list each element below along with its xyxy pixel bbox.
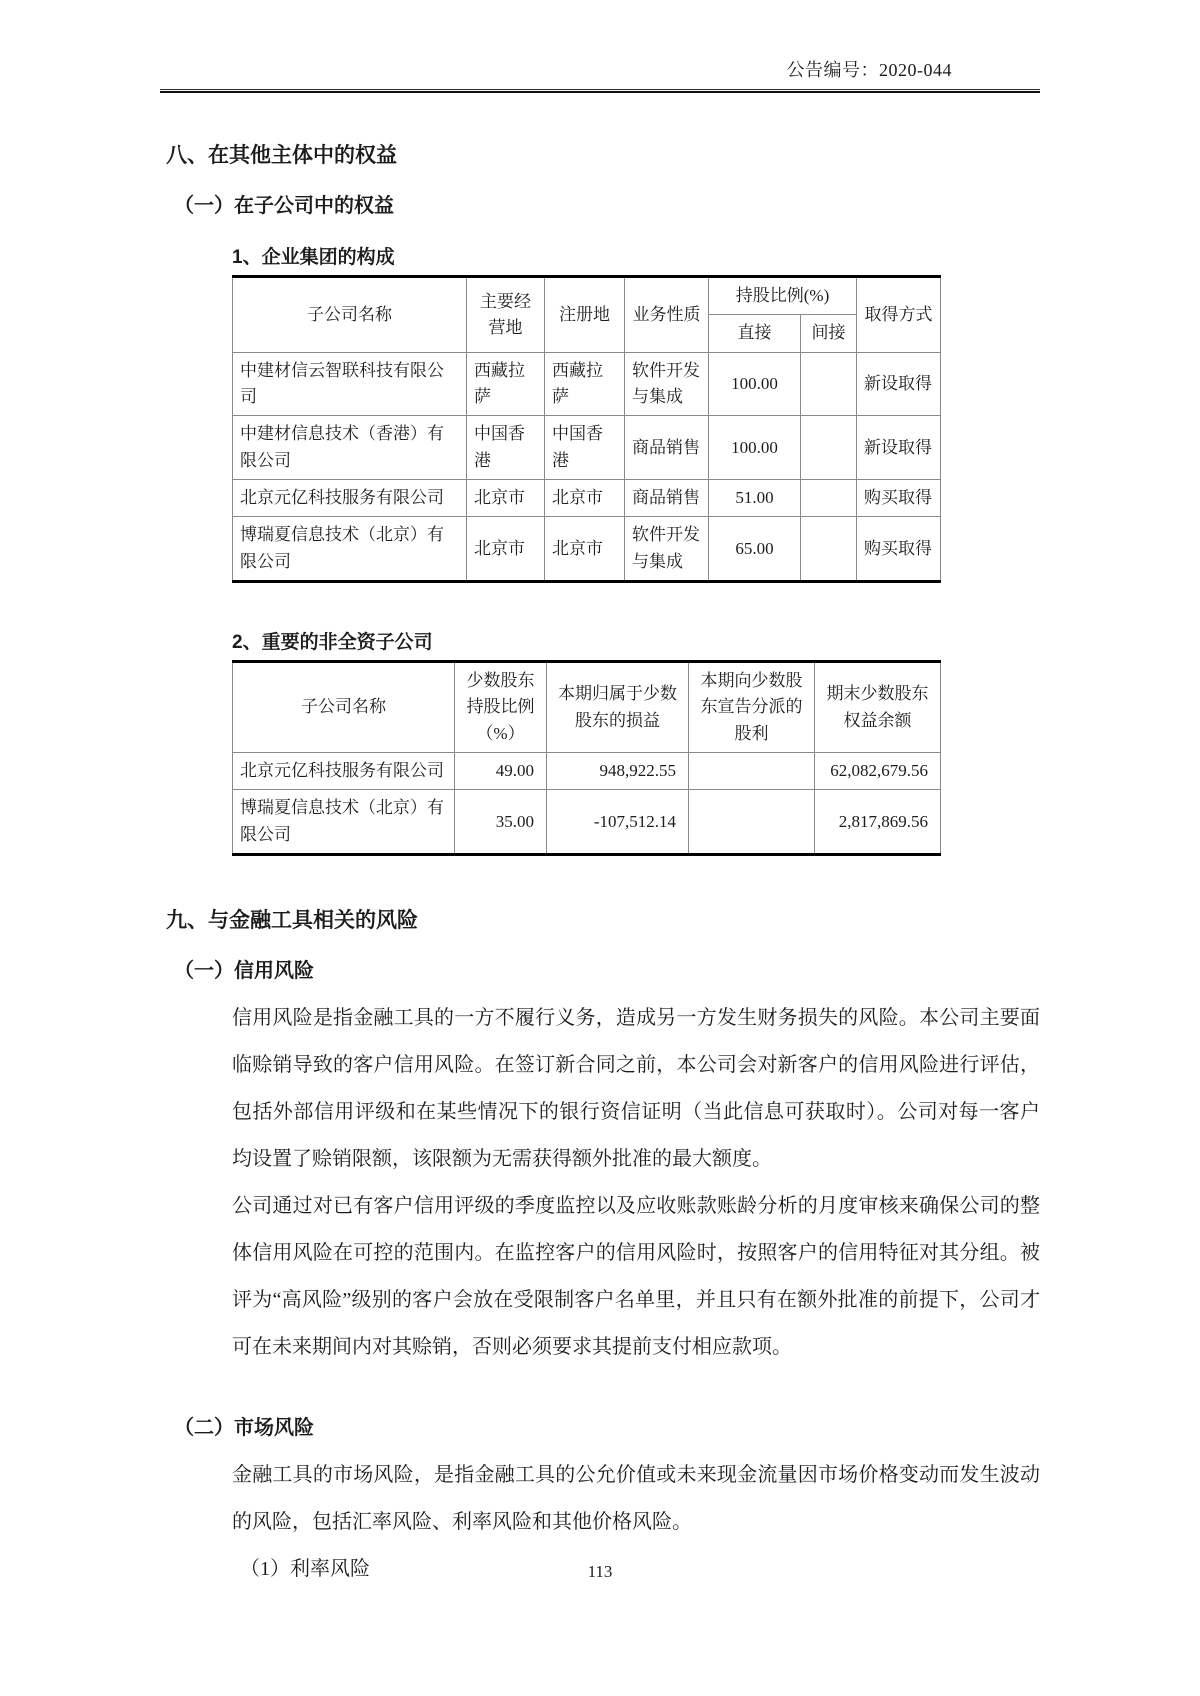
announcement-number: 公告编号：2020-044 (786, 60, 952, 80)
cell-direct: 100.00 (709, 352, 801, 416)
cell-name: 北京元亿科技服务有限公司 (233, 753, 455, 790)
cell-name: 博瑞夏信息技术（北京）有限公司 (233, 517, 467, 582)
column-header-business: 业务性质 (625, 277, 709, 353)
cell-acquisition: 新设取得 (857, 416, 941, 480)
header-divider (160, 89, 1040, 93)
cell-name: 博瑞夏信息技术（北京）有限公司 (233, 790, 455, 855)
cell-main-place: 北京市 (467, 480, 545, 517)
cell-dividend (689, 753, 815, 790)
cell-minority-equity: 2,817,869.56 (815, 790, 941, 855)
cell-main-place: 北京市 (467, 517, 545, 582)
cell-name: 北京元亿科技服务有限公司 (233, 480, 467, 517)
table2-title: 2、重要的非全资子公司 (232, 632, 433, 654)
cell-acquisition: 新设取得 (857, 352, 941, 416)
cell-direct: 51.00 (709, 480, 801, 517)
cell-minority-profit: -107,512.14 (547, 790, 689, 855)
column-header-minority-profit: 本期归属于少数股东的损益 (547, 662, 689, 753)
column-header-main-place: 主要经营地 (467, 277, 545, 353)
table-header-row (233, 662, 941, 753)
cell-direct: 100.00 (709, 416, 801, 480)
column-header-name: 子公司名称 (233, 662, 455, 753)
table-row (233, 753, 941, 790)
column-header-acquisition: 取得方式 (857, 277, 941, 353)
section8-title: 八、在其他主体中的权益 (166, 144, 397, 167)
table-header-row (233, 277, 941, 315)
cell-indirect (801, 517, 857, 582)
cell-business: 商品销售 (625, 416, 709, 480)
cell-dividend (689, 790, 815, 855)
table-row (233, 352, 941, 416)
cell-name: 中建材信云智联科技有限公司 (233, 352, 467, 416)
table-row (233, 790, 941, 855)
cell-registered-place: 北京市 (545, 480, 625, 517)
column-header-minority-equity: 期末少数股东权益余额 (815, 662, 941, 753)
cell-indirect (801, 352, 857, 416)
column-header-registered-place: 注册地 (545, 277, 625, 353)
table-row (233, 517, 941, 582)
column-header-shareholding: 持股比例(%) (709, 277, 857, 315)
cell-business: 软件开发与集成 (625, 517, 709, 582)
column-header-direct: 直接 (709, 315, 801, 352)
cell-indirect (801, 416, 857, 480)
cell-main-place: 西藏拉萨 (467, 352, 545, 416)
page-number: 113 (587, 1562, 613, 1581)
cell-name: 中建材信息技术（香港）有限公司 (233, 416, 467, 480)
cell-business: 商品销售 (625, 480, 709, 517)
column-header-dividend: 本期向少数股东宣告分派的股利 (689, 662, 815, 753)
cell-acquisition: 购买取得 (857, 517, 941, 582)
cell-registered-place: 北京市 (545, 517, 625, 582)
cell-business: 软件开发与集成 (625, 352, 709, 416)
cell-minority-equity: 62,082,679.56 (815, 753, 941, 790)
column-header-name: 子公司名称 (233, 277, 467, 353)
cell-minority-ratio: 35.00 (455, 790, 547, 855)
cell-indirect (801, 480, 857, 517)
credit-risk-paragraph-1: 信用风险是指金融工具的一方不履行义务，造成另一方发生财务损失的风险。本公司主要面临赊销导致的客户信用风险。在签订新合同之前，本公司会对新客户的信用风险进行评估，包括外部信用评级和在某些情况下的银行资信证明（当此信息可获取时）。公司对每一客户均设置了赊销限额，该限额为无需获得额外批准的最大额度。 (232, 1007, 1040, 1171)
column-header-minority-ratio: 少数股东持股比例（%） (455, 662, 547, 753)
non-wholly-owned-subsidiaries-table (232, 660, 941, 856)
enterprise-group-table (232, 275, 941, 583)
cell-main-place: 中国香港 (467, 416, 545, 480)
credit-risk-title: （一）信用风险 (174, 960, 314, 983)
market-risk-paragraph: 金融工具的市场风险，是指金融工具的公允价值或未来现金流量因市场价格变动而发生波动的风险，包括汇率风险、利率风险和其他价格风险。 (232, 1464, 1040, 1534)
market-risk-title: （二）市场风险 (174, 1417, 314, 1440)
credit-risk-paragraph-2: 公司通过对已有客户信用评级的季度监控以及应收账款账龄分析的月度审核来确保公司的整体信用风险在可控的范围内。在监控客户的信用风险时，按照客户的信用特征对其分组。被评为“高风险”级别的客户会放在受限制客户名单里，并且只有在额外批准的前提下，公司才可在未来期间内对其赊销，否则必须要求其提前支付相应款项。 (232, 1195, 1040, 1359)
cell-minority-ratio: 49.00 (455, 753, 547, 790)
table-row (233, 480, 941, 517)
table-row (233, 416, 941, 480)
cell-acquisition: 购买取得 (857, 480, 941, 517)
cell-registered-place: 西藏拉萨 (545, 352, 625, 416)
table1-title: 1、企业集团的构成 (232, 247, 395, 268)
cell-direct: 65.00 (709, 517, 801, 582)
section8-sub1-title: （一）在子公司中的权益 (174, 195, 394, 217)
interest-rate-risk-item: （1）利率风险 (240, 1558, 370, 1581)
column-header-indirect: 间接 (801, 315, 857, 352)
cell-registered-place: 中国香港 (545, 416, 625, 480)
section9-title: 九、与金融工具相关的风险 (166, 909, 418, 933)
cell-minority-profit: 948,922.55 (547, 753, 689, 790)
